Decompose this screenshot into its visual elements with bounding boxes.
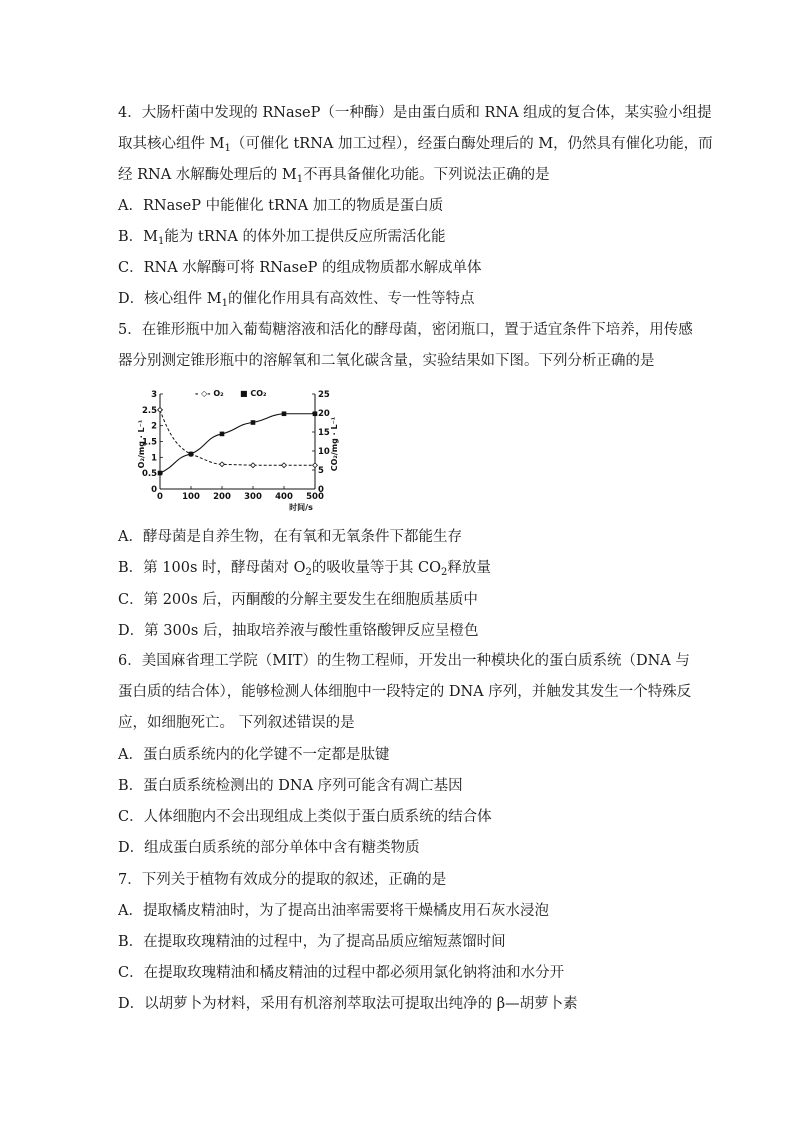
q5-stem-line-1 [118, 320, 693, 340]
text-run: A．酵母菌是自养生物，在有氧和无氧条件下都能生存 [118, 529, 462, 545]
co2-data-point [220, 432, 225, 437]
text-run: C．第 200s 后，丙酮酸的分解主要发生在细胞质基质中 [118, 592, 478, 608]
text-run: C．在提取玫瑰精油和橘皮精油的过程中都必须用氯化钠将油和水分开 [118, 965, 565, 981]
y-left-tick-label: 1 [151, 453, 157, 464]
q7-option-2 [118, 932, 506, 952]
y-left-tick-label: 2 [151, 421, 157, 432]
text-run: 经 RNA 水解酶处理后的 M [118, 167, 297, 183]
co2-data-point [158, 471, 163, 476]
text-run: 取其核心组件 M [118, 136, 225, 152]
text-run: A．蛋白质系统内的化学键不一定都是肽键 [118, 747, 390, 763]
y-right-tick-label: 10 [318, 447, 330, 457]
y-left-tick-label: 0 [151, 485, 157, 495]
text-run: B．在提取玫瑰精油的过程中，为了提高品质应缩短蒸馏时间 [118, 934, 506, 950]
q6-option-1 [118, 745, 389, 765]
subscript: 1 [296, 174, 304, 185]
y-right-tick-label: 5 [318, 466, 324, 476]
text-run: D．以胡萝卜为材料，采用有机溶剂萃取法可提取出纯净的 β—胡萝卜素 [118, 996, 578, 1012]
x-tick-label: 300 [244, 492, 262, 502]
y-right-tick-label: 15 [318, 428, 330, 438]
text-run: 能为 tRNA 的体外加工提供反应所需活化能 [164, 229, 446, 245]
text-run: 6．美国麻省理工学院（MIT）的生物工程师，开发出一种模块化的蛋白质系统（DNA 与 [118, 653, 690, 669]
y-right-tick-label: 0 [318, 485, 324, 495]
text-run: B．第 100s 时，酵母菌对 O [118, 560, 306, 576]
o2-data-point [251, 463, 256, 468]
x-tick-label: 0 [157, 492, 163, 502]
text-run: 5．在锥形瓶中加入葡萄糖溶液和活化的酵母菌，密闭瓶口，置于适宜条件下培养，用传感 [118, 322, 693, 338]
q4-stem-line-1 [118, 103, 712, 123]
text-run: A．提取橘皮精油时，为了提高出油率需要将干燥橘皮用石灰水浸泡 [118, 903, 549, 919]
text-run: 蛋白质的结合体），能够检测人体细胞中一段特定的 DNA 序列，并触发其发生一个特殊反 [118, 684, 692, 700]
text-run: 7．下列关于植物有效成分的提取的叙述，正确的是 [118, 872, 447, 888]
q5-option-4 [118, 621, 478, 641]
q4-option-2 [118, 227, 446, 247]
q7-stem-line-1 [118, 870, 446, 890]
q5-stem-line-2 [118, 351, 655, 371]
x-tick-label: 100 [182, 492, 200, 502]
text-run: A．RNaseP 中能催化 tRNA 加工的物质是蛋白质 [118, 198, 444, 214]
text-run: C．RNA 水解酶可将 RNaseP 的组成物质都水解成单体 [118, 260, 482, 276]
text-run: D．组成蛋白质系统的部分单体中含有糖类物质 [118, 840, 420, 856]
text-run: 的催化作用具有高效性、专一性等特点 [227, 291, 475, 307]
q4-stem-line-2 [118, 134, 713, 154]
co2-series-line [160, 414, 315, 473]
q7-option-3 [118, 963, 564, 983]
y-right-tick-label: 25 [318, 390, 330, 400]
q7-option-1 [118, 901, 549, 921]
x-tick-label: 400 [275, 492, 293, 502]
q5-option-1 [118, 527, 462, 547]
co2-data-point [282, 411, 287, 416]
q4-option-3 [118, 258, 482, 278]
q4-option-4 [118, 289, 474, 309]
text-run: 释放量 [447, 560, 491, 576]
text-run: 应，如细胞死亡。 下列叙述错误的是 [118, 715, 355, 731]
q6-stem-line-3 [118, 713, 355, 733]
o2-data-point [313, 463, 318, 468]
text-run: 器分别测定锥形瓶中的溶解氧和二氧化碳含量，实验结果如下图。下列分析正确的是 [118, 353, 655, 369]
q6-option-2 [118, 776, 463, 796]
text-run: （可催化 tRNA 加工过程），经蛋白酶处理后的 M，仍然具有催化功能，而 [230, 136, 713, 152]
co2-data-point [313, 411, 318, 416]
subscript: 2 [305, 567, 312, 578]
text-run: D．第 300s 后，抽取培养液与酸性重铬酸钾反应呈橙色 [118, 623, 479, 639]
subscript: 1 [221, 298, 228, 309]
y-left-tick-label: 0.5 [141, 469, 157, 480]
legend-co2: ■ CO₂ [240, 389, 267, 398]
co2-data-point [189, 452, 194, 457]
q5-option-2 [118, 558, 491, 578]
o2-data-point [220, 462, 225, 467]
oxygen-co2-line-chart [137, 384, 340, 514]
y-right-tick-label: 20 [318, 409, 330, 419]
subscript: 2 [440, 567, 448, 578]
o2-data-point [282, 463, 287, 468]
co2-data-point [251, 420, 256, 425]
text-run: 4．大肠杆菌中发现的 RNaseP（一种酶）是由蛋白质和 RNA 组成的复合体，某实验小组提 [118, 105, 712, 121]
text-run: 不再具备催化功能。下列说法正确的是 [303, 167, 550, 183]
o2-data-point [158, 407, 163, 412]
q6-option-4 [118, 838, 420, 858]
y-left-tick-label: 1.5 [141, 437, 157, 448]
subscript: 1 [158, 236, 165, 247]
y-left-tick-label: 2.5 [141, 405, 157, 416]
text-run: D．核心组件 M [118, 291, 222, 307]
q6-option-3 [118, 807, 492, 827]
subscript: 1 [224, 143, 231, 154]
q7-option-4 [118, 994, 578, 1014]
y-right-axis-label: CO₂/mg · L⁻¹ [330, 416, 339, 472]
x-axis-label: 时间/s [289, 503, 313, 512]
q6-stem-line-1 [118, 651, 690, 671]
legend-o2: - ◇- O₂ [195, 389, 224, 398]
q6-stem-line-2 [118, 682, 691, 702]
text-run: B．M [118, 229, 159, 245]
text-run: 的吸收量等于其 CO [311, 560, 441, 576]
q4-stem-line-3 [118, 165, 550, 185]
q4-option-1 [118, 196, 443, 216]
y-left-axis-label: O₂/mg · L⁻¹ [137, 419, 146, 469]
text-run: C．人体细胞内不会出现组成上类似于蛋白质系统的结合体 [118, 809, 492, 825]
y-left-tick-label: 3 [151, 390, 157, 400]
x-tick-label: 200 [213, 492, 231, 502]
q5-option-3 [118, 590, 478, 610]
x-tick-label: 500 [306, 492, 324, 502]
text-run: B．蛋白质系统检测出的 DNA 序列可能含有凋亡基因 [118, 778, 463, 794]
